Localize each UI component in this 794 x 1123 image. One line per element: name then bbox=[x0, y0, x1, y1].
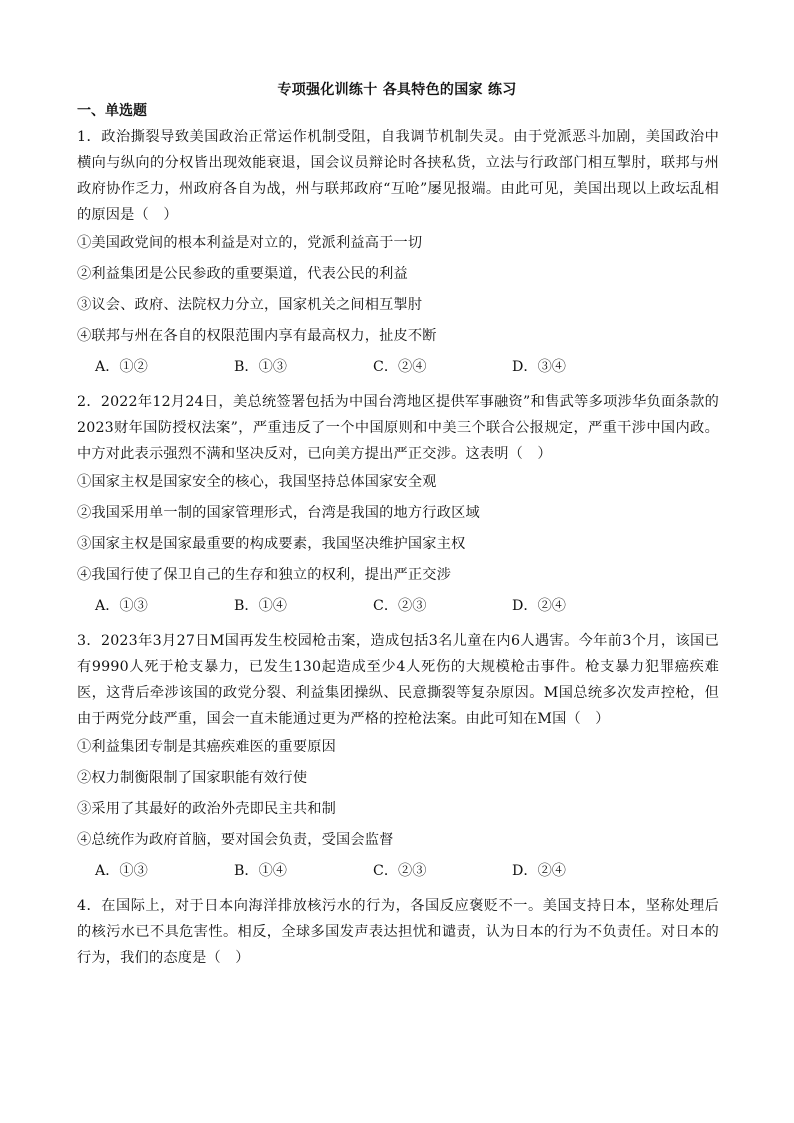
statement: ②利益集团是公民参政的重要渠道，代表公民的利益 bbox=[77, 266, 408, 282]
answer-choices bbox=[77, 352, 719, 383]
question-stem: 3．2023年3月27日M国再发生校园枪击案，造成包括3名儿童在内6人遇害。今年前3个月，该国已有9990人死于枪支暴力，已发生130起造成至少4人死伤的大规模枪击事件。枪支暴力犯罪癌疾难医，这背后牵涉该国的政党分裂、利益集团操纵、民意撕裂等复杂原因。M国总统多次发声控枪，但由于两党分歧严重，国会一直未能通过更为严格的控枪法案。由此可知在M国（ ） bbox=[77, 633, 719, 727]
choice-a[interactable]: A．①③ bbox=[95, 863, 148, 879]
statement: ①国家主权是国家安全的核心，我国坚持总体国家安全观 bbox=[77, 474, 437, 490]
statement: ①利益集团专制是其癌疾难医的重要原因 bbox=[77, 739, 336, 755]
choice-c[interactable]: C．②③ bbox=[373, 863, 427, 879]
statement: ④总统作为政府首脑，要对国会负责，受国会监督 bbox=[77, 832, 394, 848]
section-heading: 一、单选题 bbox=[77, 103, 147, 119]
statement: ②权力制衡限制了国家职能有效行使 bbox=[77, 770, 308, 786]
statement: ②我国采用单一制的国家管理形式，台湾是我国的地方行政区域 bbox=[77, 505, 480, 521]
statement: ①美国政党间的根本利益是对立的，党派利益高于一切 bbox=[77, 235, 423, 251]
statement: ③采用了其最好的政治外壳即民主共和制 bbox=[77, 801, 336, 817]
choice-b[interactable]: B．①③ bbox=[234, 359, 287, 375]
question-1 bbox=[77, 124, 719, 383]
question-4 bbox=[77, 893, 719, 971]
choice-c[interactable]: C．②④ bbox=[373, 359, 427, 375]
question-stem: 2．2022年12月24日，美总统签署包括为中国台湾地区提供军事融资”和售武等多项涉华负面条款的2023财年国防授权法案”，严重违反了一个中国原则和中美三个联合公报规定，严重干涉中国内政。中方对此表示强烈不满和坚决反对，已向美方提出严正交涉。这表明（ ） bbox=[77, 394, 719, 462]
choice-b[interactable]: B．①④ bbox=[234, 598, 287, 614]
statement: ④我国行使了保卫自己的生存和独立的权利，提出严正交涉 bbox=[77, 567, 452, 583]
question-stem: 4．在国际上，对于日本向海洋排放核污水的行为，各国反应褒贬不一。美国支持日本，坚称处理后的核污水已不具危害性。相反，全球多国发声表达担忧和谴责，认为日本的行为不负责任。对日本的行为，我们的态度是（ ） bbox=[77, 898, 719, 966]
choice-d[interactable]: D．③④ bbox=[512, 359, 566, 375]
document-title: 专项强化训练十 各具特色的国家 练习 bbox=[277, 82, 517, 98]
choice-a[interactable]: A．①② bbox=[95, 359, 148, 375]
statement: ③国家主权是国家最重要的构成要素，我国坚决维护国家主权 bbox=[77, 536, 466, 552]
answer-choices bbox=[77, 856, 719, 887]
choice-a[interactable]: A．①③ bbox=[95, 598, 148, 614]
statement: ③议会、政府、法院权力分立，国家机关之间相互掣肘 bbox=[77, 297, 423, 313]
choice-d[interactable]: D．②④ bbox=[512, 863, 566, 879]
question-stem: 1．政治撕裂导致美国政治正常运作机制受阻，自我调节机制失灵。由于党派恶斗加剧，美国政治中横向与纵向的分权皆出现效能衰退，国会议员辩论时各挟私货，立法与行政部门相互掣肘，联邦与州政府协作乏力，州政府各自为战，州与联邦政府“互呛”屡见报端。由此可见，美国出现以上政坛乱相的原因是（ ） bbox=[77, 129, 719, 223]
choice-c[interactable]: C．②③ bbox=[373, 598, 427, 614]
question-list bbox=[77, 124, 719, 971]
choice-b[interactable]: B．①④ bbox=[234, 863, 287, 879]
choice-d[interactable]: D．②④ bbox=[512, 598, 566, 614]
question-2 bbox=[77, 389, 719, 622]
statement: ④联邦与州在各自的权限范围内享有最高权力，扯皮不断 bbox=[77, 328, 437, 344]
answer-choices bbox=[77, 591, 719, 622]
question-3 bbox=[77, 628, 719, 887]
